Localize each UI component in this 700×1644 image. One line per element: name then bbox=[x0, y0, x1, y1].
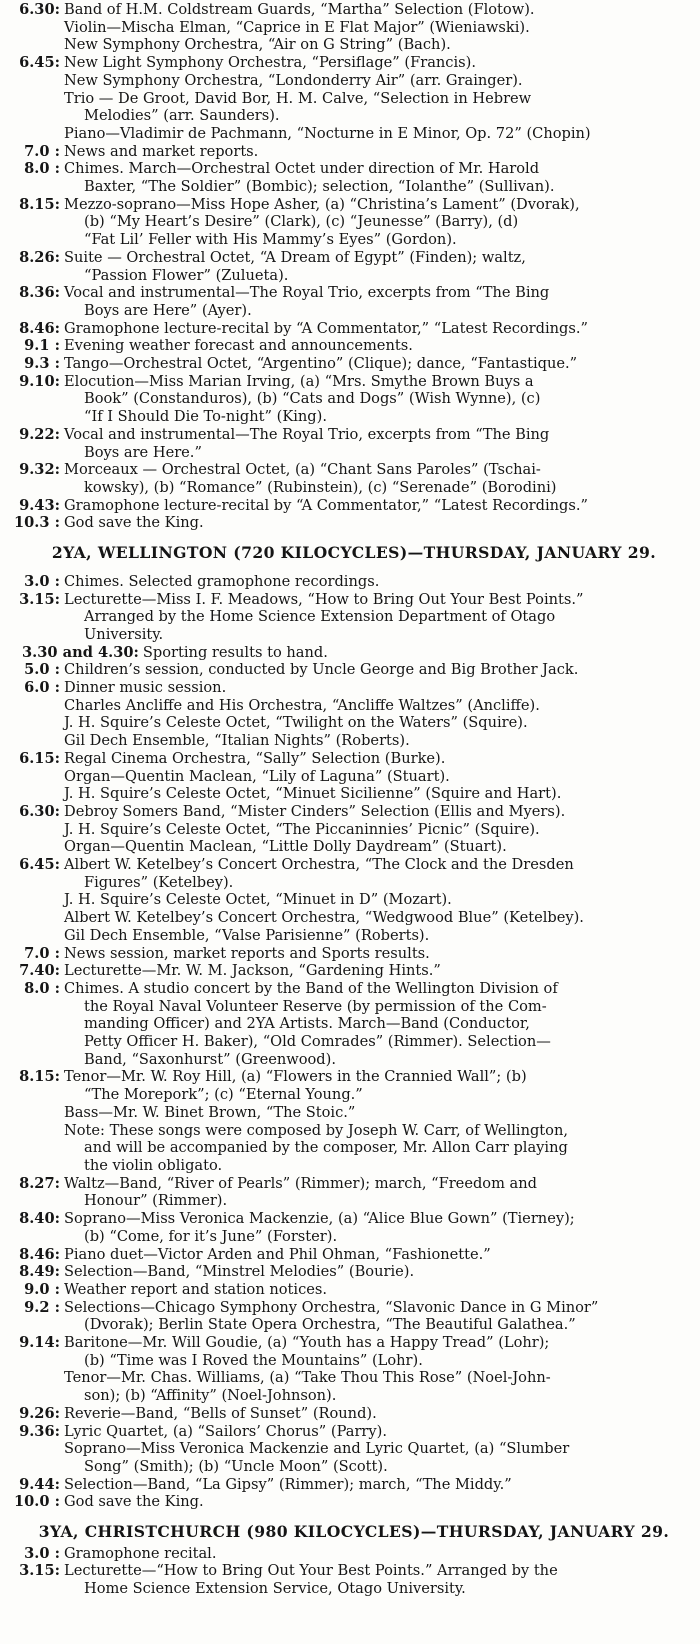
entry-line: Evening weather forecast and announcements. bbox=[64, 337, 413, 355]
programme-entry bbox=[0, 160, 700, 195]
entry-time bbox=[0, 1122, 60, 1175]
section-2ya-programme bbox=[0, 573, 700, 1511]
programme-entry bbox=[0, 1281, 700, 1299]
entry-text bbox=[60, 320, 684, 338]
entry-text bbox=[60, 1334, 684, 1369]
entry-text bbox=[60, 573, 684, 591]
entry-text bbox=[60, 891, 684, 909]
entry-text bbox=[60, 284, 684, 319]
entry-text bbox=[60, 927, 684, 945]
entry-line: J. H. Squire’s Celeste Octet, “Minuet Sicilienne” (Squire and Hart). bbox=[64, 785, 562, 803]
entry-time bbox=[0, 1104, 60, 1122]
entry-line: Vocal and instrumental—The Royal Trio, excerpts from “The Bing bbox=[64, 284, 550, 302]
entry-time: 3.0 : bbox=[24, 1544, 60, 1562]
entry-text bbox=[60, 1246, 684, 1264]
entry-continuation-line: (b) “My Heart’s Desire” (Clark), (c) “Jeunesse” (Barry), (d) bbox=[84, 213, 519, 231]
section-3ya-programme bbox=[0, 1545, 700, 1598]
entry-time: 8.27: bbox=[19, 1174, 60, 1192]
entry-continuation-line: Melodies” (arr. Saunders). bbox=[84, 107, 280, 125]
entry-line: Waltz—Band, “River of Pearls” (Rimmer); march, “Freedom and bbox=[64, 1174, 537, 1192]
entry-line: Mezzo-soprano—Miss Hope Asher, (a) “Christina’s Lament” (Dvorak), bbox=[64, 195, 580, 213]
entry-time: 9.2 : bbox=[24, 1298, 60, 1316]
entry-line: Vocal and instrumental—The Royal Trio, excerpts from “The Bing bbox=[64, 425, 550, 443]
entry-text bbox=[60, 803, 684, 821]
entry-text bbox=[60, 732, 684, 750]
programme-entry bbox=[0, 90, 700, 125]
entry-time: 6.45: bbox=[19, 856, 60, 874]
entry-text bbox=[60, 785, 684, 803]
entry-time: 9.22: bbox=[19, 425, 60, 443]
entry-line: Soprano—Miss Veronica Mackenzie and Lyric Quartet, (a) “Slumber bbox=[64, 1440, 570, 1458]
programme-entry bbox=[0, 962, 700, 980]
programme-entry bbox=[0, 785, 700, 803]
entry-continuation-line: “Passion Flower” (Zulueta). bbox=[84, 266, 289, 284]
section-heading-2ya: 2YA, WELLINGTON (720 KILOCYCLES)—THURSDAY, JANUARY 29. bbox=[51, 543, 657, 563]
entry-continuation-line: kowsky), (b) “Romance” (Rubinstein), (c) “Serenade” (Borodini) bbox=[84, 478, 557, 496]
programme-entry bbox=[0, 1440, 700, 1475]
entry-text bbox=[60, 697, 684, 715]
entry-line: God save the King. bbox=[64, 514, 204, 532]
programme-entry bbox=[0, 36, 700, 54]
entry-line: Chimes. March—Orchestral Octet under direction of Mr. Harold bbox=[64, 160, 540, 178]
entry-text bbox=[60, 36, 684, 54]
programme-entry bbox=[0, 1068, 700, 1103]
programme-entry bbox=[0, 1175, 700, 1210]
entry-text bbox=[60, 980, 684, 1069]
entry-time: 8.40: bbox=[19, 1210, 60, 1228]
entry-continuation-line: Boys are Here” (Ayer). bbox=[84, 301, 252, 319]
entry-line: Lecturette—Miss I. F. Meadows, “How to Bring Out Your Best Points.” bbox=[64, 590, 584, 608]
programme-entry bbox=[0, 697, 700, 715]
entry-time bbox=[0, 909, 60, 927]
entry-time bbox=[0, 72, 60, 90]
programme-entry bbox=[0, 426, 700, 461]
entry-line: Violin—Mischa Elman, “Caprice in E Flat Major” (Wieniawski). bbox=[64, 18, 530, 36]
entry-continuation-line: (Dvorak); Berlin State Opera Orchestra, “The Beautiful Galathea.” bbox=[84, 1316, 576, 1334]
entry-continuation-line: “If I Should Die To-night” (King). bbox=[84, 408, 327, 426]
entry-text bbox=[60, 1122, 684, 1175]
programme-entry bbox=[0, 143, 700, 161]
entry-continuation-line: University. bbox=[84, 625, 164, 643]
programme-entry bbox=[0, 927, 700, 945]
entry-line: Charles Ancliffe and His Orchestra, “Ancliffe Waltzes” (Ancliffe). bbox=[64, 696, 540, 714]
entry-text bbox=[60, 714, 684, 732]
entry-text bbox=[60, 661, 684, 679]
entry-text bbox=[60, 945, 684, 963]
entry-text bbox=[60, 1405, 684, 1423]
entry-time: 6.0 : bbox=[24, 679, 60, 697]
programme-entry bbox=[0, 1545, 700, 1563]
programme-entry bbox=[0, 1210, 700, 1245]
entry-time bbox=[0, 697, 60, 715]
entry-text bbox=[60, 514, 684, 532]
programme-entry bbox=[0, 679, 700, 697]
entry-time bbox=[0, 785, 60, 803]
entry-line: J. H. Squire’s Celeste Octet, “Minuet in D” (Mozart). bbox=[64, 891, 452, 909]
entry-line: Chimes. Selected gramophone recordings. bbox=[64, 572, 380, 590]
entry-line: Gramophone lecture-recital by “A Commentator,” “Latest Recordings.” bbox=[64, 496, 588, 514]
programme-entry bbox=[0, 750, 700, 768]
entry-time: 9.26: bbox=[19, 1404, 60, 1422]
entry-text bbox=[60, 461, 684, 496]
entry-line: Albert W. Ketelbey’s Concert Orchestra, “The Clock and the Dresden bbox=[64, 856, 574, 874]
entry-line: Debroy Somers Band, “Mister Cinders” Selection (Ellis and Myers). bbox=[64, 802, 566, 820]
programme-entry bbox=[0, 1334, 700, 1369]
entry-line: Band of H.M. Coldstream Guards, “Martha” Selection (Flotow). bbox=[64, 1, 535, 18]
entry-time bbox=[0, 36, 60, 54]
entry-line: Albert W. Ketelbey’s Concert Orchestra, “Wedgwood Blue” (Ketelbey). bbox=[64, 909, 584, 927]
programme-entry bbox=[0, 196, 700, 249]
entry-continuation-line: “The Morepork”; (c) “Eternal Young.” bbox=[84, 1086, 363, 1104]
entry-line: Trio — De Groot, David Bor, H. M. Calve, “Selection in Hebrew bbox=[64, 89, 532, 107]
programme-entry bbox=[0, 909, 700, 927]
entry-text bbox=[60, 1493, 684, 1511]
entry-time: 3.30 and 4.30: bbox=[22, 643, 139, 661]
programme-entry bbox=[0, 1, 700, 19]
entry-line: God save the King. bbox=[64, 1493, 204, 1511]
entry-line: Selections—Chicago Symphony Orchestra, “Slavonic Dance in G Minor” bbox=[64, 1298, 599, 1316]
entry-text bbox=[60, 426, 684, 461]
section-heading-3ya: 3YA, CHRISTCHURCH (980 KILOCYCLES)—THURSDAY, JANUARY 29. bbox=[38, 1522, 670, 1542]
entry-time bbox=[0, 714, 60, 732]
entry-time bbox=[0, 1369, 60, 1404]
entry-continuation-line: Band, “Saxonhurst” (Greenwood). bbox=[84, 1050, 336, 1068]
entry-line: Elocution—Miss Marian Irving, (a) “Mrs. Smythe Brown Buys a bbox=[64, 372, 534, 390]
programme-entry bbox=[0, 661, 700, 679]
entry-text bbox=[60, 373, 684, 426]
entry-line: Gramophone lecture-recital by “A Commentator,” “Latest Recordings.” bbox=[64, 319, 588, 337]
entry-time: 9.36: bbox=[19, 1422, 60, 1440]
entry-text bbox=[60, 196, 684, 249]
entry-text bbox=[60, 591, 684, 644]
programme-entry bbox=[0, 1104, 700, 1122]
entry-text bbox=[60, 72, 684, 90]
entry-text bbox=[60, 1175, 684, 1210]
entry-time: 9.1 : bbox=[24, 337, 60, 355]
programme-entry bbox=[0, 768, 700, 786]
programme-entry bbox=[0, 19, 700, 37]
programme-entry bbox=[0, 856, 700, 891]
entry-time: 9.10: bbox=[19, 372, 60, 390]
entry-time: 3.0 : bbox=[24, 572, 60, 590]
entry-time: 9.32: bbox=[19, 461, 60, 479]
entry-text bbox=[60, 821, 684, 839]
entry-line: Selection—Band, “La Gipsy” (Rimmer); march, “The Middy.” bbox=[64, 1475, 512, 1493]
entry-time: 3.15: bbox=[19, 1562, 60, 1580]
entry-continuation-line: the Royal Naval Volunteer Reserve (by permission of the Com- bbox=[84, 997, 547, 1015]
entry-continuation-line: Honour” (Rimmer). bbox=[84, 1192, 228, 1210]
entry-line: New Light Symphony Orchestra, “Persiflage” (Francis). bbox=[64, 54, 476, 72]
entry-time bbox=[0, 821, 60, 839]
entry-time: 8.15: bbox=[19, 1068, 60, 1086]
entry-time bbox=[0, 90, 60, 125]
entry-time: 9.14: bbox=[19, 1334, 60, 1352]
entry-text bbox=[60, 54, 684, 72]
programme-entry bbox=[0, 821, 700, 839]
entry-text bbox=[60, 856, 684, 891]
entry-time: 9.44: bbox=[19, 1475, 60, 1493]
entry-line: Organ—Quentin Maclean, “Lily of Laguna” (Stuart). bbox=[64, 767, 450, 785]
entry-text bbox=[60, 1, 684, 19]
entry-time: 7.40: bbox=[19, 962, 60, 980]
entry-line: Soprano—Miss Veronica Mackenzie, (a) “Alice Blue Gown” (Tierney); bbox=[64, 1210, 575, 1228]
entry-time: 3.15: bbox=[19, 590, 60, 608]
entry-time: 8.0 : bbox=[24, 979, 60, 997]
programme-entry bbox=[0, 284, 700, 319]
entry-line: Sporting results to hand. bbox=[142, 643, 328, 661]
entry-continuation-line: Song” (Smith); (b) “Uncle Moon” (Scott). bbox=[84, 1457, 388, 1475]
entry-line: Children’s session, conducted by Uncle George and Big Brother Jack. bbox=[64, 661, 579, 679]
entry-time bbox=[0, 891, 60, 909]
entry-line: News session, market reports and Sports results. bbox=[64, 944, 430, 962]
programme-entry bbox=[0, 1423, 700, 1441]
entry-line: Gil Dech Ensemble, “Italian Nights” (Roberts). bbox=[64, 732, 410, 750]
programme-entry bbox=[0, 1405, 700, 1423]
entry-continuation-line: Book” (Constanduros), (b) “Cats and Dogs” (Wish Wynne), (c) bbox=[84, 390, 541, 408]
programme-entry bbox=[0, 497, 700, 515]
entry-text bbox=[60, 768, 684, 786]
programme-entry bbox=[0, 337, 700, 355]
entry-line: Reverie—Band, “Bells of Sunset” (Round). bbox=[64, 1404, 377, 1422]
entry-text bbox=[60, 909, 684, 927]
programme-entry bbox=[0, 838, 700, 856]
entry-line: News and market reports. bbox=[64, 142, 259, 160]
entry-time: 8.46: bbox=[19, 319, 60, 337]
entry-continuation-line: “Fat Lil’ Feller with His Mammy’s Eyes” (Gordon). bbox=[84, 231, 457, 249]
entry-line: Weather report and station notices. bbox=[64, 1280, 328, 1298]
entry-line: Lecturette—Mr. W. M. Jackson, “Gardening Hints.” bbox=[64, 962, 441, 980]
section-1yz-programme bbox=[0, 1, 700, 532]
entry-text bbox=[60, 497, 684, 515]
programme-entry bbox=[0, 1263, 700, 1281]
entry-time bbox=[0, 927, 60, 945]
programme-entry bbox=[0, 980, 700, 1069]
entry-line: Note: These songs were composed by Joseph W. Carr, of Wellington, bbox=[64, 1121, 568, 1139]
entry-text bbox=[60, 1369, 684, 1404]
entry-time bbox=[0, 1440, 60, 1475]
entry-continuation-line: and will be accompanied by the composer, Mr. Allon Carr playing bbox=[84, 1139, 568, 1157]
entry-time: 6.30: bbox=[19, 802, 60, 820]
entry-line: Organ—Quentin Maclean, “Little Dolly Daydream” (Stuart). bbox=[64, 838, 507, 856]
entry-text bbox=[60, 125, 684, 143]
entry-line: Morceaux — Orchestral Octet, (a) “Chant Sans Paroles” (Tschai- bbox=[64, 461, 541, 479]
entry-line: Selection—Band, “Minstrel Melodies” (Bourie). bbox=[64, 1263, 415, 1281]
entry-time bbox=[0, 768, 60, 786]
programme-entry bbox=[0, 714, 700, 732]
programme-entry bbox=[0, 1122, 700, 1175]
programme-entry bbox=[0, 573, 700, 591]
entry-text bbox=[60, 1562, 684, 1597]
programme-entry bbox=[0, 72, 700, 90]
entry-text bbox=[60, 19, 684, 37]
programme-entry bbox=[0, 320, 700, 338]
entry-text bbox=[139, 644, 328, 662]
entry-line: Gramophone recital. bbox=[64, 1544, 217, 1562]
entry-continuation-line: son); (b) “Affinity” (Noel-Johnson). bbox=[84, 1387, 337, 1405]
programme-entry bbox=[0, 644, 700, 662]
entry-line: Piano—Vladimir de Pachmann, “Nocturne in E Minor, Op. 72” (Chopin) bbox=[64, 124, 591, 142]
entry-continuation-line: Petty Officer H. Baker), “Old Comrades” (Rimmer). Selection— bbox=[84, 1033, 551, 1051]
programme-entry bbox=[0, 125, 700, 143]
entry-continuation-line: Boys are Here.” bbox=[84, 443, 202, 461]
entry-text bbox=[60, 1545, 684, 1563]
entry-line: Lecturette—“How to Bring Out Your Best Points.” Arranged by the bbox=[64, 1562, 558, 1580]
entry-text bbox=[60, 1263, 684, 1281]
programme-entry bbox=[0, 1562, 700, 1597]
entry-continuation-line: Home Science Extension Service, Otago University. bbox=[84, 1580, 466, 1598]
entry-time: 9.3 : bbox=[24, 355, 60, 373]
entry-continuation-line: the violin obligato. bbox=[84, 1157, 223, 1174]
entry-time: 10.3 : bbox=[13, 514, 60, 532]
entry-line: Tenor—Mr. Chas. Williams, (a) “Take Thou This Rose” (Noel-John- bbox=[64, 1369, 551, 1387]
entry-line: Gil Dech Ensemble, “Valse Parisienne” (Roberts). bbox=[64, 926, 430, 944]
programme-entry bbox=[0, 514, 700, 532]
programme-entry bbox=[0, 732, 700, 750]
entry-text bbox=[60, 337, 684, 355]
entry-text bbox=[60, 90, 684, 125]
entry-text bbox=[60, 1423, 684, 1441]
entry-time: 6.45: bbox=[19, 54, 60, 72]
entry-text bbox=[60, 1068, 684, 1103]
programme-entry bbox=[0, 803, 700, 821]
entry-text bbox=[60, 1281, 684, 1299]
entry-line: J. H. Squire’s Celeste Octet, “The Piccaninnies’ Picnic” (Squire). bbox=[64, 820, 540, 838]
entry-time bbox=[0, 125, 60, 143]
entry-text bbox=[60, 160, 684, 195]
entry-time: 8.15: bbox=[19, 195, 60, 213]
entry-time: 9.0 : bbox=[24, 1280, 60, 1298]
entry-time: 8.26: bbox=[19, 248, 60, 266]
entry-text bbox=[60, 962, 684, 980]
entry-line: Dinner music session. bbox=[64, 679, 227, 697]
entry-time: 7.0 : bbox=[24, 142, 60, 160]
entry-time: 6.15: bbox=[19, 749, 60, 767]
entry-time: 8.49: bbox=[19, 1263, 60, 1281]
entry-time: 9.43: bbox=[19, 496, 60, 514]
entry-time: 8.0 : bbox=[24, 160, 60, 178]
programme-entry bbox=[0, 249, 700, 284]
entry-text bbox=[60, 750, 684, 768]
entry-text bbox=[60, 1299, 684, 1334]
entry-continuation-line: (b) “Come, for it’s June” (Forster). bbox=[84, 1227, 338, 1245]
entry-text bbox=[60, 1210, 684, 1245]
entry-line: Regal Cinema Orchestra, “Sally” Selection (Burke). bbox=[64, 749, 446, 767]
entry-line: Bass—Mr. W. Binet Brown, “The Stoic.” bbox=[64, 1103, 356, 1121]
entry-time: 6.30: bbox=[19, 1, 60, 18]
entry-time: 8.46: bbox=[19, 1245, 60, 1263]
programme-entry bbox=[0, 945, 700, 963]
programme-entry bbox=[0, 355, 700, 373]
programme-entry bbox=[0, 1299, 700, 1334]
entry-continuation-line: Figures” (Ketelbey). bbox=[84, 873, 234, 891]
entry-text bbox=[60, 1104, 684, 1122]
programme-entry bbox=[0, 461, 700, 496]
entry-continuation-line: (b) “Time was I Roved the Mountains” (Lohr). bbox=[84, 1351, 423, 1369]
entry-line: Tango—Orchestral Octet, “Argentino” (Clique); dance, “Fantastique.” bbox=[64, 355, 578, 373]
entry-time: 8.36: bbox=[19, 284, 60, 302]
entry-time bbox=[0, 19, 60, 37]
programme-entry bbox=[0, 1246, 700, 1264]
entry-time: 7.0 : bbox=[24, 944, 60, 962]
entry-line: Baritone—Mr. Will Goudie, (a) “Youth has a Happy Tread” (Lohr); bbox=[64, 1334, 550, 1352]
entry-continuation-line: Baxter, “The Soldier” (Bombic); selection, “Iolanthe” (Sullivan). bbox=[84, 178, 555, 196]
entry-continuation-line: Arranged by the Home Science Extension Department of Otago bbox=[84, 608, 556, 626]
entry-text bbox=[60, 143, 684, 161]
programme-entry bbox=[0, 591, 700, 644]
entry-time: 10.0 : bbox=[13, 1493, 60, 1511]
entry-text bbox=[60, 1440, 684, 1475]
entry-line: Suite — Orchestral Octet, “A Dream of Egypt” (Finden); waltz, bbox=[64, 248, 526, 266]
entry-line: New Symphony Orchestra, “Londonderry Air” (arr. Grainger). bbox=[64, 71, 523, 89]
entry-text bbox=[60, 679, 684, 697]
programme-entry bbox=[0, 1369, 700, 1404]
entry-continuation-line: manding Officer) and 2YA Artists. March—Band (Conductor, bbox=[84, 1015, 530, 1033]
entry-line: Lyric Quartet, (a) “Sailors’ Chorus” (Parry). bbox=[64, 1422, 387, 1440]
entry-line: New Symphony Orchestra, “Air on G String” (Bach). bbox=[64, 36, 451, 54]
programme-entry bbox=[0, 54, 700, 72]
entry-line: Chimes. A studio concert by the Band of the Wellington Division of bbox=[64, 979, 558, 997]
entry-time: 5.0 : bbox=[24, 661, 60, 679]
programme-entry bbox=[0, 1476, 700, 1494]
entry-time bbox=[0, 732, 60, 750]
entry-time bbox=[0, 838, 60, 856]
programme-entry bbox=[0, 373, 700, 426]
entry-text bbox=[60, 249, 684, 284]
programme-entry bbox=[0, 891, 700, 909]
entry-text bbox=[60, 355, 684, 373]
entry-line: Tenor—Mr. W. Roy Hill, (a) “Flowers in the Crannied Wall”; (b) bbox=[64, 1068, 527, 1086]
programme-entry bbox=[0, 1493, 700, 1511]
entry-text bbox=[60, 838, 684, 856]
entry-line: J. H. Squire’s Celeste Octet, “Twilight on the Waters” (Squire). bbox=[64, 714, 528, 732]
entry-line: Piano duet—Victor Arden and Phil Ohman, “Fashionette.” bbox=[64, 1245, 491, 1263]
entry-text bbox=[60, 1476, 684, 1494]
